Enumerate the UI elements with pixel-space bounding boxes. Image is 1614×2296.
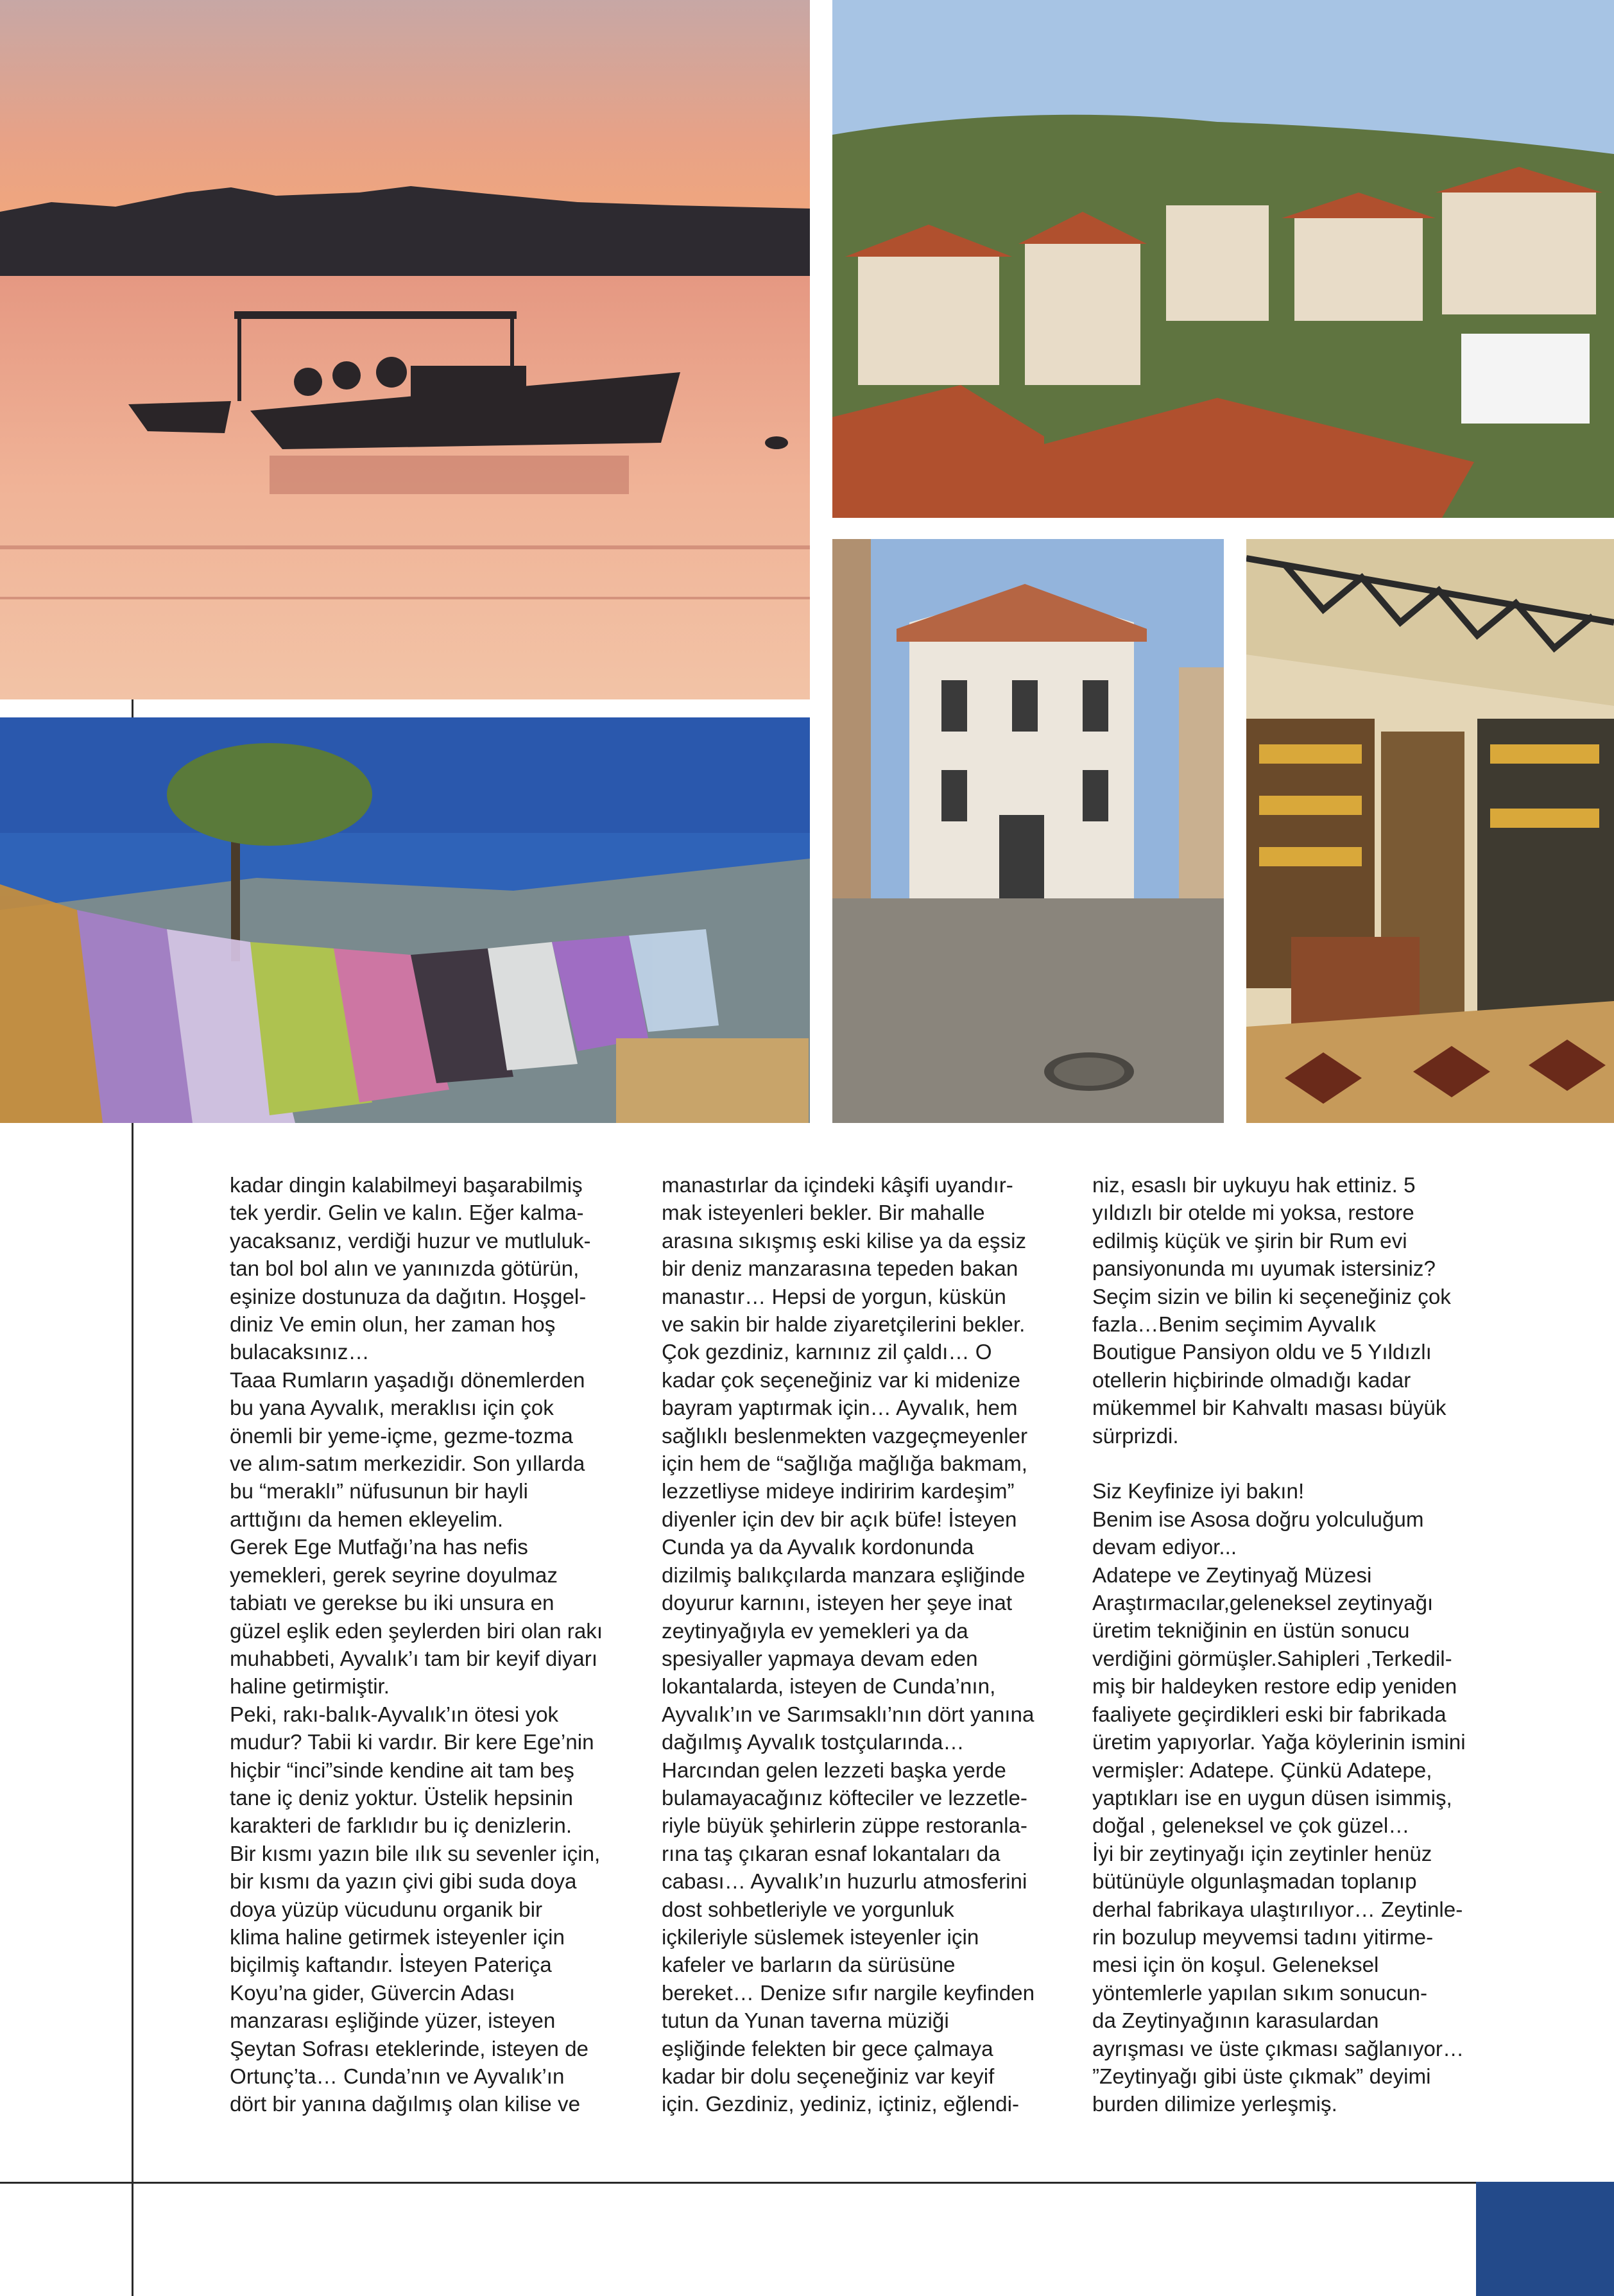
article-line: önemli bir yeme-içme, gezme-tozma — [230, 1424, 573, 1448]
article-line: Harcından gelen lezzeti başka yerde — [662, 1758, 1006, 1783]
article-line: da Zeytinyağının karasulardan — [1092, 2009, 1379, 2034]
article-line: yaptıkları ise en uygun düsen isimmiş, — [1092, 1786, 1452, 1810]
article-line: spesiyaller yapmaya devam eden — [662, 1647, 978, 1671]
article-line: riyle büyük şehirlerin züppe restoranla- — [662, 1814, 1027, 1838]
article-line: bereket… Denize sıfır nargile keyfinden — [662, 1981, 1035, 2005]
stone-house-street-photo — [832, 539, 1224, 1123]
footer-rule — [0, 2182, 1476, 2184]
article-line: arttığını da hemen ekleyelim. — [230, 1507, 504, 1532]
article-line: lezzetliyse mideye indiririm kardeşim” — [662, 1480, 1015, 1504]
article-line: sürprizdi. — [1092, 1424, 1179, 1448]
article-line: Taaa Rumların yaşadığı dönemlerden — [230, 1368, 585, 1392]
article-line: bütünüyle olgunlaşmadan toplanıp — [1092, 1870, 1417, 1894]
article-line: bulamayacağınız köfteciler ve lezzetle- — [662, 1786, 1027, 1810]
article-line: doğal , geleneksel ve çok güzel… — [1092, 1814, 1410, 1838]
article-line: eşinize dostunuza da dağıtın. Hoşgel- — [230, 1285, 587, 1309]
article-line: İyi bir zeytinyağı için zeytinler henüz — [1092, 1842, 1432, 1866]
article-line: mak isteyenleri bekler. Bir mahalle — [662, 1201, 985, 1226]
article-line: niz, esaslı bir uykuyu hak ettiniz. 5 — [1092, 1174, 1416, 1197]
article-line: bayram yaptırmak için… Ayvalık, hem — [662, 1396, 1018, 1421]
article-line: Bir kısmı yazın bile ılık su sevenler için, — [230, 1842, 601, 1866]
article-line: bulacaksınız… — [230, 1341, 370, 1365]
article-column-1 — [230, 1172, 640, 2119]
article-line: sağlıklı beslenmekten vazgeçmeyenler — [662, 1424, 1028, 1448]
article-line: ve alım-satım merkezidir. Son yıllarda — [230, 1452, 585, 1477]
article-column-2 — [662, 1172, 1072, 2119]
article-line: tane iç deniz yoktur. Üstelik hepsinin — [230, 1786, 573, 1810]
article-line: Peki, rakı-balık-Ayvalık’ın ötesi yok — [230, 1702, 559, 1727]
boat-sunset-photo — [0, 0, 810, 699]
article-line: Siz Keyfinize iyi bakın! — [1092, 1480, 1305, 1504]
article-line: tutun da Yunan taverna müziği — [662, 2009, 949, 2034]
article-line: rına taş çıkaran esnaf lokantaları da — [662, 1842, 1000, 1866]
article-line: mudur? Tabii ki vardır. Bir kere Ege’nin — [230, 1731, 594, 1755]
fishing-nets-photo — [0, 717, 810, 1123]
article-line: ve sakin bir halde ziyaretçilerini bekler. — [662, 1313, 1026, 1337]
article-line: mesi için ön koşul. Geleneksel — [1092, 1953, 1379, 1978]
article-line: tek yerdir. Gelin ve kalın. Eğer kalma- — [230, 1201, 584, 1226]
article-line: karakteri de farklıdır bu iç denizlerin. — [230, 1814, 572, 1838]
article-line: manastır… Hepsi de yorgun, küskün — [662, 1285, 1006, 1309]
article-line: üretim tekniğinin en üstün sonucu — [1092, 1619, 1410, 1643]
article-line: tabiatı ve gerekse bu iki unsura en — [230, 1591, 554, 1616]
article-line: kadar dingin kalabilmeyi başarabilmiş — [230, 1174, 583, 1197]
article-line: eşliğinde felekten bir gece çalmaya — [662, 2037, 993, 2061]
article-line: burden dilimize yerleşmiş. — [1092, 2093, 1337, 2117]
article-line: dost sohbetleriyle ve yorgunluk — [662, 1898, 954, 1922]
article-line: için hem de “sağlığa mağlığa bakmam, — [662, 1452, 1027, 1477]
article-line: Ayvalık’ın ve Sarımsaklı’nın dört yanına — [662, 1702, 1035, 1727]
article-line — [1092, 1450, 1503, 1478]
article-line: kadar bir dolu seçeneğiniz var keyif — [662, 2065, 995, 2089]
article-line: diyenler için dev bir açık büfe! İsteyen — [662, 1507, 1017, 1532]
article-line: ayrışması ve üste çıkması sağlanıyor… — [1092, 2037, 1464, 2061]
footer-accent-block — [1476, 2182, 1614, 2296]
article-line: yemekleri, gerek seyrine doyulmaz — [230, 1563, 558, 1588]
article-line: dört bir yanına dağılmış olan kilise ve — [230, 2093, 581, 2117]
article-line: dizilmiş balıkçılarda manzara eşliğinde — [662, 1563, 1026, 1588]
article-line: için. Gezdiniz, yediniz, içtiniz, eğlendi- — [662, 2093, 1020, 2117]
article-line: Ortunç’ta… Cunda’nın ve Ayvalık’ın — [230, 2065, 565, 2089]
article-line: biçilmiş kaftandır. İsteyen Pateriça — [230, 1953, 552, 1978]
article-line: bu “meraklı” nüfusunun bir hayli — [230, 1480, 528, 1504]
article-line: tan bol bol alın ve yanınızda götürün, — [230, 1257, 579, 1281]
article-line: Seçim sizin ve bilin ki seçeneğiniz çok — [1092, 1285, 1451, 1309]
article-line: Boutigue Pansiyon oldu ve 5 Yıldızlı — [1092, 1341, 1432, 1365]
article-line: cabası… Ayvalık’ın huzurlu atmosferini — [662, 1870, 1027, 1894]
article-line: dağılmış Ayvalık tostçularında… — [662, 1731, 965, 1755]
article-line: Benim ise Asosa doğru yolculuğum — [1092, 1507, 1424, 1532]
article-line: Cunda ya da Ayvalık kordonunda — [662, 1536, 974, 1560]
article-line: diniz Ve emin olun, her zaman hoş — [230, 1313, 556, 1337]
article-line: manastırlar da içindeki kâşifi uyandır- — [662, 1174, 1013, 1197]
article-line: yacaksanız, verdiği huzur ve mutluluk- — [230, 1229, 591, 1253]
article-line: Şeytan Sofrası eteklerinde, isteyen de — [230, 2037, 588, 2061]
article-line: Gerek Ege Mutfağı’na has nefis — [230, 1536, 528, 1560]
article-line: edilmiş küçük ve şirin bir Rum evi — [1092, 1229, 1407, 1253]
article-line: manzarası eşliğinde yüzer, isteyen — [230, 2009, 556, 2034]
article-line: haline getirmiştir. — [230, 1675, 390, 1699]
article-line: fazla…Benim seçimim Ayvalık — [1092, 1313, 1377, 1337]
article-column-3 — [1092, 1172, 1503, 2119]
article-line: kadar çok seçeneğiniz var ki midenize — [662, 1368, 1020, 1392]
article-line: bir deniz manzarasına tepeden bakan — [662, 1257, 1018, 1281]
article-line: Araştırmacılar,geleneksel zeytinyağı — [1092, 1591, 1434, 1616]
article-line: devam ediyor... — [1092, 1536, 1237, 1560]
article-line: doya yüzüp vücudunu organik bir — [230, 1898, 543, 1922]
olive-oil-shop-photo — [1246, 539, 1614, 1123]
article-line: Çok gezdiniz, karnınız zil çaldı… O — [662, 1341, 992, 1365]
article-line: verdiğini görmüşler.Sahipleri ,Terkedil- — [1092, 1647, 1452, 1671]
article-line: pansiyonunda mı uyumak istersiniz? — [1092, 1257, 1436, 1281]
article-line: vermişler: Adatepe. Çünkü Adatepe, — [1092, 1758, 1432, 1783]
article-line: yöntemlerle yapılan sıkım sonucun- — [1092, 1981, 1428, 2005]
article-line: arasına sıkışmış eski kilise ya da eşsiz — [662, 1229, 1027, 1253]
article-line: güzel eşlik eden şeylerden biri olan rakı — [230, 1619, 603, 1643]
article-line: hiçbir “inci”sinde kendine ait tam beş — [230, 1758, 574, 1783]
article-line: içkileriyle süslemek isteyenler için — [662, 1925, 979, 1949]
article-line: bir kısmı da yazın çivi gibi suda doya — [230, 1870, 577, 1894]
article-line: zeytinyağıyla ev yemekleri ya da — [662, 1619, 968, 1643]
article-line: miş bir haldeyken restore edip yeniden — [1092, 1675, 1457, 1699]
article-line: mükemmel bir Kahvaltı masası büyük — [1092, 1396, 1447, 1421]
article-line: yıldızlı bir otelde mi yoksa, restore — [1092, 1201, 1414, 1226]
article-line: Koyu’na gider, Güvercin Adası — [230, 1981, 515, 2005]
article-line: klima haline getirmek isteyenler için — [230, 1925, 565, 1949]
article-line: üretim yapıyorlar. Yağa köylerinin ismini — [1092, 1731, 1466, 1755]
article-line: Adatepe ve Zeytinyağ Müzesi — [1092, 1563, 1372, 1588]
article-line: rin bozulup meyvemsi tadını yitirme- — [1092, 1925, 1434, 1949]
article-line: doyurur karnını, isteyen her şeye inat — [662, 1591, 1013, 1616]
article-line: faaliyete geçirdikleri eski bir fabrikada — [1092, 1702, 1447, 1727]
article-line: derhal fabrikaya ulaştırılıyor… Zeytinle- — [1092, 1898, 1463, 1922]
article-line: bu yana Ayvalık, meraklısı için çok — [230, 1396, 554, 1421]
article-line: muhabbeti, Ayvalık’ı tam bir keyif diyarı — [230, 1647, 598, 1671]
article-line: kafeler ve barların da sürüsüne — [662, 1953, 956, 1978]
article-line: otellerin hiçbirinde olmadığı kadar — [1092, 1368, 1411, 1392]
article-line: ”Zeytinyağı gibi üste çıkmak” deyimi — [1092, 2064, 1431, 2089]
article-line: lokantalarda, isteyen de Cunda’nın, — [662, 1675, 996, 1699]
town-rooftops-photo — [832, 0, 1614, 518]
